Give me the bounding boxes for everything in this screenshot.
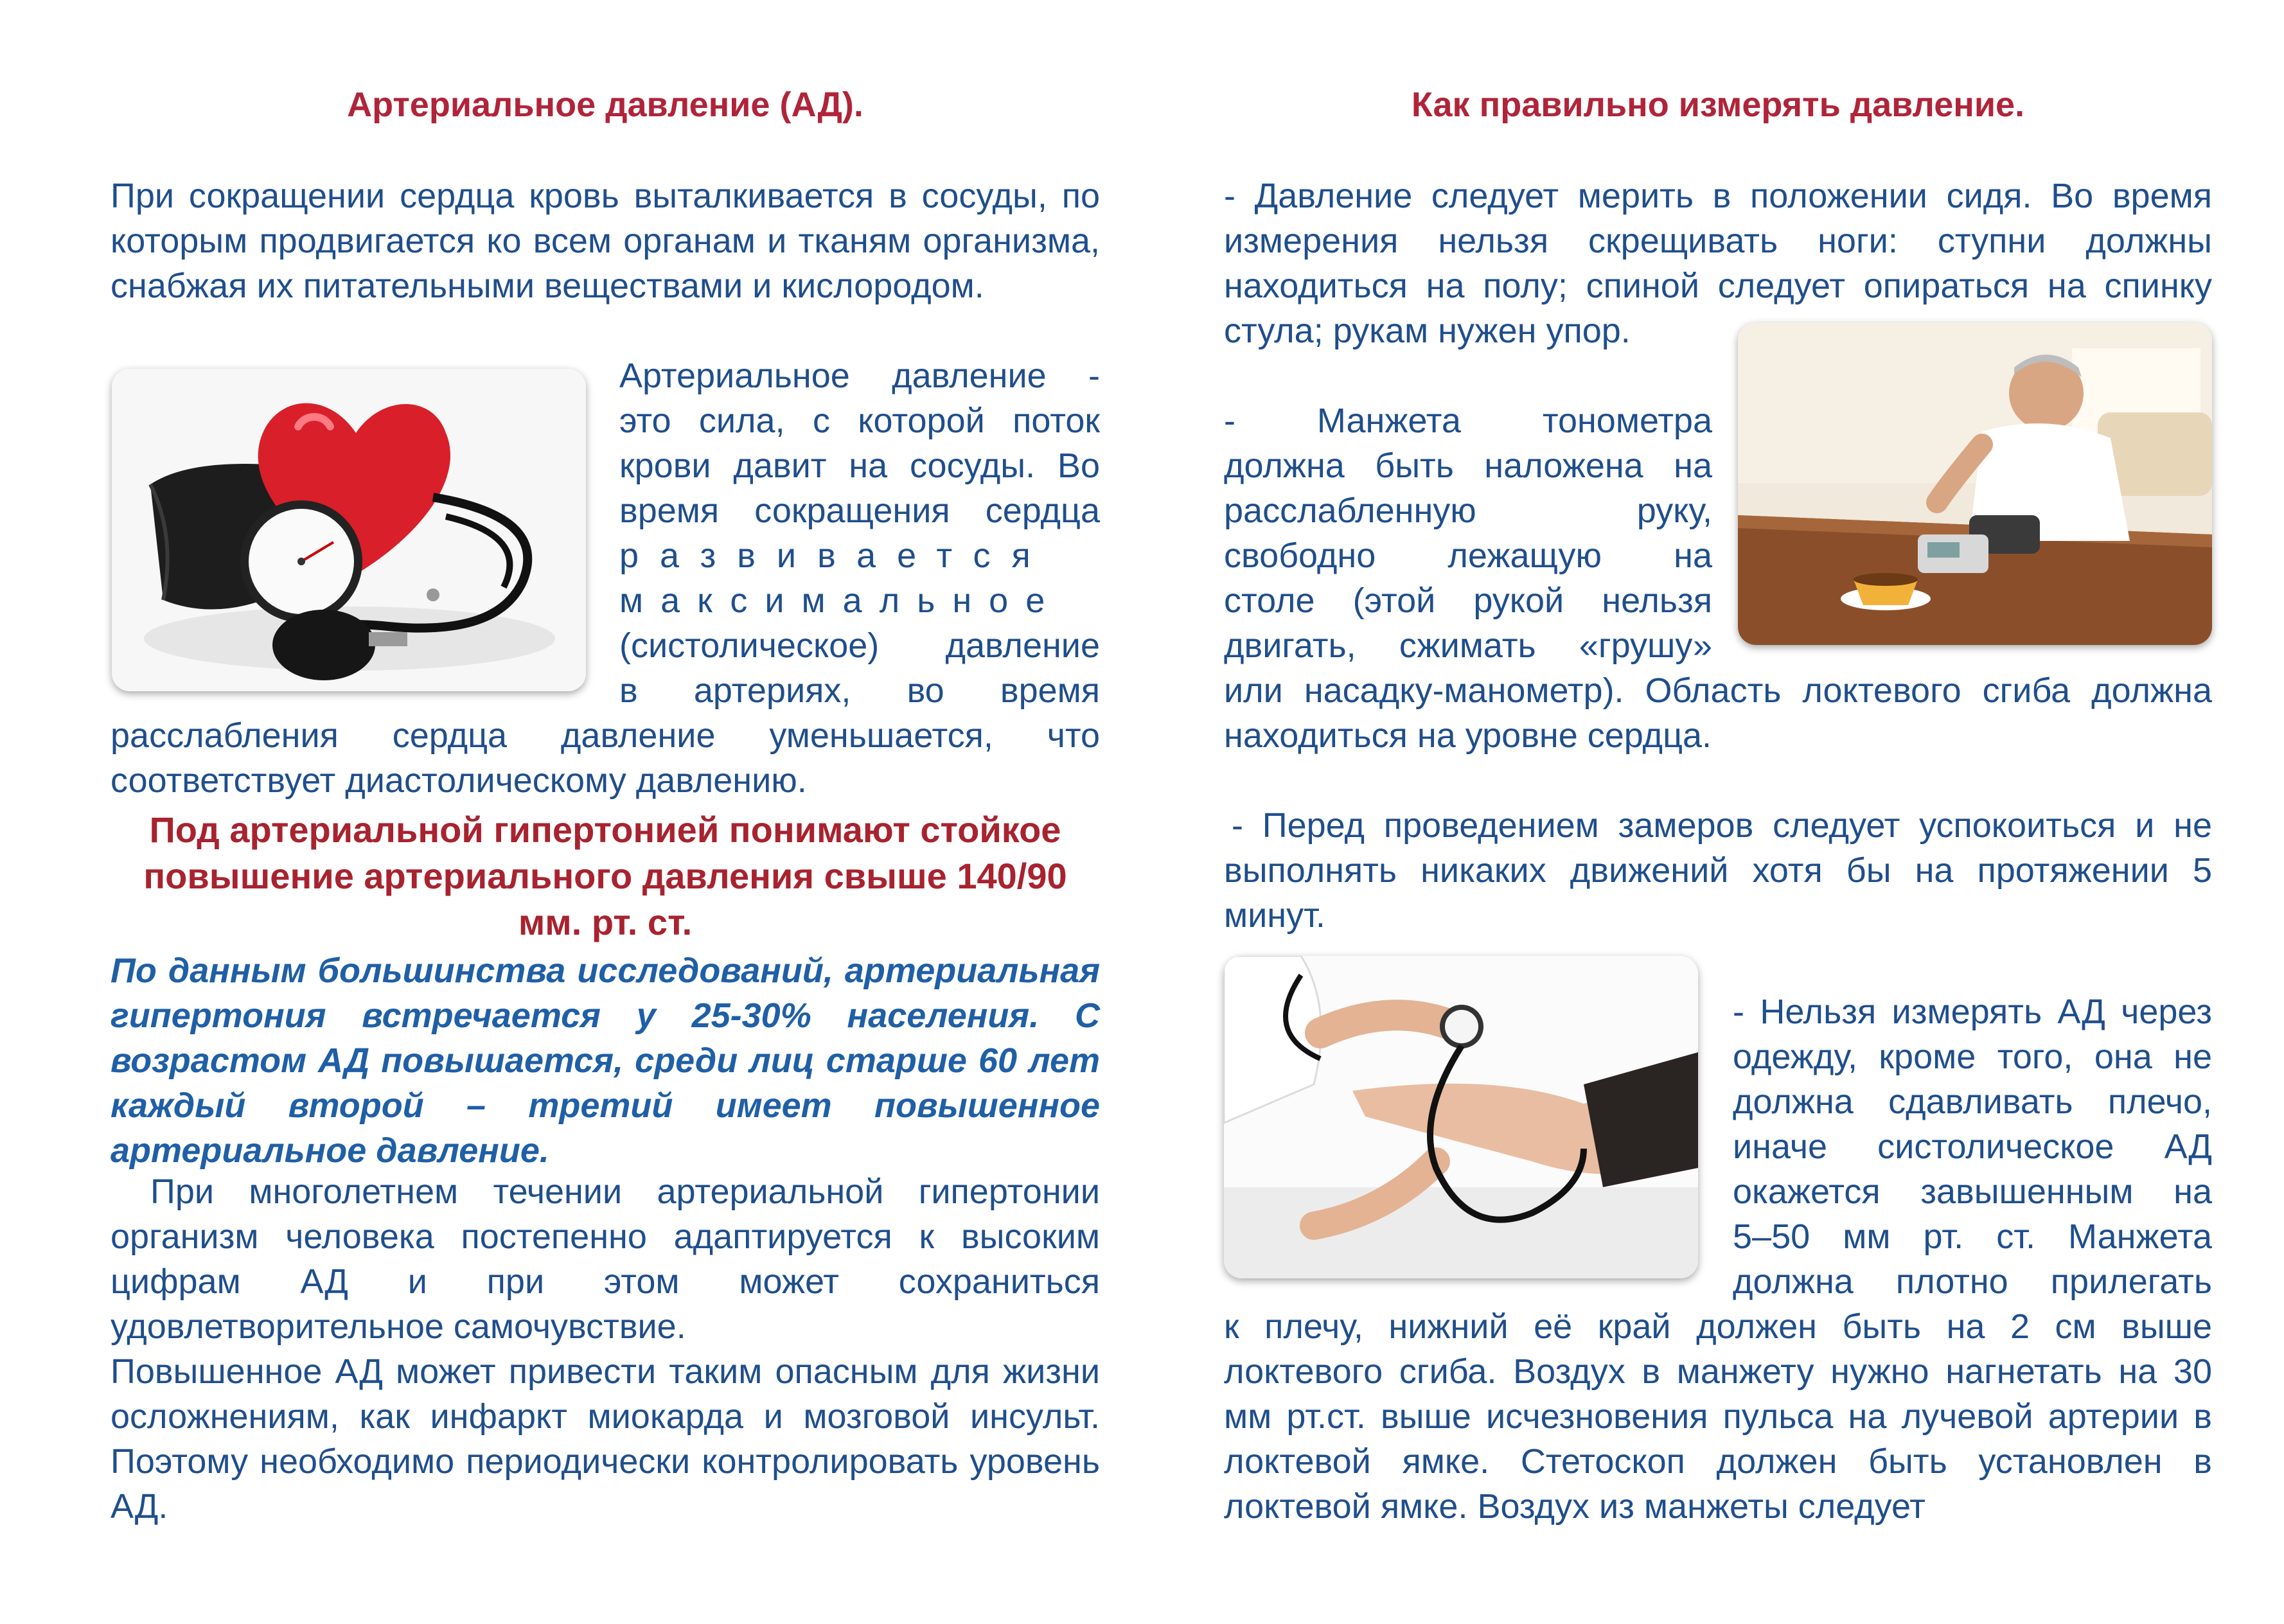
definition-line: развивается bbox=[619, 536, 1052, 575]
statistics-paragraph: По данным большинства исследований, артериальная гипертония встречается у 25-30% населения. С возрастом АД повышается, среди лиц старше 60 лет каждый второй – третий имеет повышенное артериальное давление. bbox=[111, 951, 1100, 1170]
definition-line: это сила, с которой поток bbox=[619, 402, 1100, 440]
definition-line: крови давит на сосуды. Во bbox=[619, 446, 1100, 485]
rule-clothes-tail: к плечу, нижний её край должен быть на 2 см выше локтевого сгиба. Воздух в манжету нужно нагнетать на 30 мм рт.ст. выше исчезновения пульса на лучевой артерии в локтевой ямке. Стетоскоп должен быть установлен в локтевой ямке. Воздух из манжеты следует bbox=[1224, 1307, 2212, 1526]
rule-cuff-line: расслабленную руку, bbox=[1224, 491, 1712, 530]
rule-clothes-line: 5–50 мм рт. ст. Манжета bbox=[1733, 1217, 2212, 1256]
danger-paragraph: Повышенное АД может привести таким опасным для жизни осложнениям, как инфаркт миокарда и мозговой инсульт. Поэтому необходимо периодически контролировать уровень АД. bbox=[111, 1352, 1100, 1526]
rule-sitting: - Давление следует мерить в положении сидя. Во время измерения нельзя скрещивать ноги: ступни должны находиться на полу; спиной следует опираться на спинку стула; рукам нужен упор. bbox=[1224, 177, 2212, 350]
rule-cuff-line: - Манжета тонометра bbox=[1224, 402, 1712, 440]
rule-clothes-line: одежду, кроме того, она не bbox=[1733, 1037, 2212, 1076]
rule-clothes-line: - Нельзя измерять АД через bbox=[1733, 993, 2212, 1031]
adaptation-paragraph: При многолетнем течении артериальной гипертонии организм человека постепенно адаптируется к высоким цифрам АД и при этом может сохраниться удовлетворительное самочувствие. bbox=[111, 1172, 1100, 1346]
rule-cuff-line: свободно лежащую на bbox=[1224, 536, 1712, 575]
definition-line: в артериях, во время bbox=[619, 671, 1100, 710]
rule-clothes-line: должна плотно прилегать bbox=[1733, 1262, 2212, 1301]
rule-cuff-line: столе (этой рукой нельзя bbox=[1224, 581, 1712, 620]
definition-line: Артериальное давление - bbox=[619, 357, 1100, 395]
rule-clothes-block bbox=[1733, 989, 2212, 1304]
tonometer-heart-photo bbox=[112, 369, 586, 691]
rule-cuff-line: двигать, сжимать «грушу» bbox=[1224, 626, 1712, 665]
definition-line: время сокращения сердца bbox=[619, 491, 1100, 530]
rule-clothes-line: должна сдавливать плечо, bbox=[1733, 1082, 2212, 1121]
doctor-measuring-photo bbox=[1224, 956, 1698, 1278]
rule-cuff-line: должна быть наложена на bbox=[1224, 446, 1712, 485]
right-title: Как правильно измерять давление. bbox=[1411, 85, 2025, 124]
definition-tail: расслабления сердца давление уменьшается, что соответствует диастолическому давлению. bbox=[111, 716, 1100, 800]
definition-line: (систолическое) давление bbox=[619, 626, 1100, 665]
left-title: Артериальное давление (АД). bbox=[347, 85, 863, 124]
rule-clothes-line: иначе систолическое АД bbox=[1733, 1127, 2212, 1166]
rule-cuff-block bbox=[1224, 398, 1712, 668]
intro-paragraph: При сокращении сердца кровь выталкивается в сосуды, по которым продвигается ко всем органам и тканям организма, снабжая их питательными веществами и кислородом. bbox=[111, 177, 1100, 305]
definition-block bbox=[619, 353, 1100, 713]
definition-line: максимальное bbox=[619, 581, 1063, 620]
hypertension-definition: Под артериальной гипертонией понимают стойкое повышение артериального давления свыше 140/90 мм. рт. ст. bbox=[143, 809, 1067, 942]
rule-rest: - Перед проведением замеров следует успокоиться и не выполнять никаких движений хотя бы на протяжении 5 минут. bbox=[1224, 806, 2212, 935]
rule-cuff-tail: или насадку-манометр). Область локтевого сгиба должна находиться на уровне сердца. bbox=[1224, 671, 2212, 755]
rule-clothes-line: окажется завышенным на bbox=[1733, 1172, 2212, 1211]
man-measuring-photo bbox=[1738, 322, 2212, 645]
